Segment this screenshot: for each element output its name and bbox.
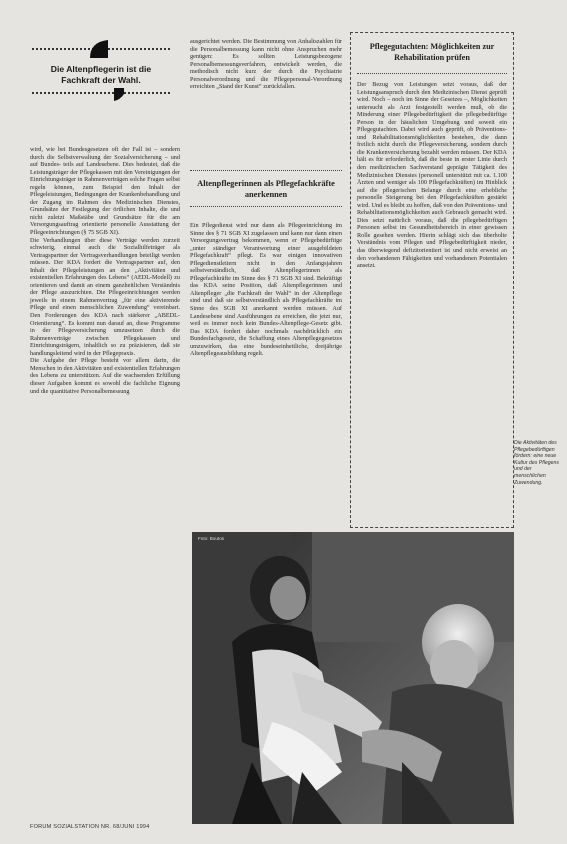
right-column bbox=[357, 81, 507, 270]
middle-headline-top-rule bbox=[190, 170, 342, 171]
middle-column-bottom bbox=[190, 222, 342, 358]
pull-quote-text: Die Altenpflegerin ist die Fachkraft der Wahl. bbox=[50, 64, 152, 85]
middle-column-headline: Altenpflegerinnen als Pflegefachkräfte anerkennen bbox=[197, 179, 335, 199]
pull-quote-bottom-emblem bbox=[112, 88, 126, 102]
page-footer: FORUM SOZIALSTATION NR. 68/JUNI 1994 bbox=[30, 824, 150, 830]
photo-credit: Foto: Boutos bbox=[198, 536, 225, 541]
right-column-headline: Pflegegutachten: Möglichkeiten zur Rehabilitation prüfen bbox=[369, 42, 495, 62]
left-column-body: wird, wie bei Bundesgesetzen oft der Fall ist – sondern durch die Selbstverwaltung der Sozialversicherung – und auf Bundes- teils auf Landesebene. Dies bedeutet, daß die Leistungsträger der Pflegekassen mit den Vereinigungen der Einrichtungsträger in Rahmenverträgen solche Fragen selbst regeln können, zum Beispiel den Inhalt der Pflegeleistungen, Bedingungen der Krankenbehandlung und der Zugang im Rahmen des Medizinischen Dienstes, Grundsätze der Festlegung der örtlichen Inhalte, die und nicht zuletzt Maßstäbe und Grundsätze für die am Versorgungsauftrag orientierte personelle Ausstattung der Pflegeeinrichtungen (§ 75 SGB XI). Die Verhandlungen über diese Verträge werden zurzeit schwierig, einmal auch die Sozialhilfeträger als Vertragspartner der Vertragsverhandlungen beteiligt werden müssen. Der KDA fordert die Vertragspartner auf, den Inhalt der Pflegeleistungen an den „Aktivitäten und existentiellen Erfahrungen des Lebens“ (AEDL-Modell) zu orientieren und damit an einem ganzheitlichen Verständnis der Pflege auszurichten. Die Pflegeeinrichtungen werden jeweils in einem Rahmenvertrag „für eine aktivierende Pflege und einen menschlichen Zuwendung“ vereinbart. Den Forderungen des KDA nach stärkerer „ABEDL-Orientierung“. Es kommt nun darauf an, diese Programme in der Pflegeversicherung umzusetzen durch die Rahmenverträge zwischen Pflegekassen und Einrichtungsträgern, inhaltlich so zu präzisieren, daß sie handlungsleitend wird in der Pflegepraxis. Die Aufgabe der Pflege besteht vor allem darin, die Menschen in den Aktivitäten und existentiellen Erfahrungen des Lebens zu unterstützen. Auf die wachsenden Erfüllung dieser Aufgaben kommt es sowohl die fachliche Eignung und die quantitative Personalbemessung bbox=[30, 146, 180, 395]
left-column bbox=[30, 146, 180, 395]
pull-quote-emblem bbox=[86, 38, 112, 60]
right-column-body: Der Bezug von Leistungen setzt voraus, daß der Leistungsanspruch durch den Medizinischen Dienst geprüft wird. Noch – noch im Sinne der Gesetzes –, Möglichkeiten untersucht als Arzt festgestellt werden muß, ob die Minderung einer Pflegebedürftigkeit die pflegebedürftige Person in der häuslichen Umgebung und soweit ein Pflegegutachten. Dabei wird auch geprüft, ob Präventions- und Rehabilitationsmöglichkeiten bestehen, die dann freilich nicht durch die Pflegeversicherung, sondern durch die Krankenversicherung bezahlt werden müssen. Der KDA hält es für erforderlich, daß die beste in erster Linie durch den medizinischen Sachverstand geprägte Tätigkeit des Medizinischen Dienstes (personell unterstützt mit ca. 1.100 Ärzten und weniger als 100 Pflegefachkräften) im Hinblick auf die pflegerischen Belange durch eine erhebliche personelle Steigerung bei den Pflegefachkräften gestärkt wird. Und es bleibt zu hoffen, daß von den Präventions- und Rehabilitationsmöglichkeiten auch Gebrauch gemacht wird. Dies setzt natürlich voraus, daß die pflegebedürftigen Personen selbst im Gesundheitsbereich in einer gewissen Rolle gesehen werden. Hierin schlägt sich das überholte Verständnis vom Pflegen und Pflegebedürftigkeit nieder, das überwiegend defizitorientiert ist und nicht erweist an den vorhandenen Fähigkeiten und vorhandenen Potentialen ansetzt. bbox=[357, 81, 507, 270]
right-headline-rule bbox=[357, 73, 507, 74]
pull-quote-box bbox=[28, 38, 174, 104]
pull-quote-bottom-rule bbox=[32, 92, 170, 94]
photo-caption: Die Aktivitäten des Pflegebedürftigen fördern: eine neue Kultur des Pflegens und der menschlichen Zuwendung. bbox=[514, 440, 559, 486]
middle-column-top bbox=[190, 38, 342, 91]
care-photo bbox=[192, 532, 514, 824]
right-info-box bbox=[350, 32, 514, 528]
middle-headline-bottom-rule bbox=[190, 206, 342, 207]
middle-column-body-top: ausgerichtet werden. Die Bestimmung von Anhaltszahlen für die Personalbemessung kann nicht ohne Anspruchen mehr genügen: Es sollten Leistungsbezogene Personalbemessungsverfahren, entwickelt werden, die methodisch nicht kurz der durch die Psychiatrie Personalverordnung und die Pflegepersonal-Verordnung erreichten „Stand der Kunst“ zurückfallen. bbox=[190, 38, 342, 91]
middle-column-body-bottom: Ein Pflegedienst wird nur dann als Pflegeeinrichtung im Sinne des § 71 SGB XI zugelassen und kann nur dann einen Versorgungsvertrag bekommen, wenn er Pflegebedürftige „unter ständiger Verantwortung einer ausgebildeten Pflegefachkraft“ pflegt. Es war einigen innovativen Pflegedienstleitern nicht in den Anfangsjahren selbstverständlich, daß Altenpflegerinnen als Pflegefachkräfte im Sinne des § 71 SGB XI sind. Bekräftigt das KDA seine Position, daß Altenpflegerinnen und Altenpfleger „die Fachkraft der Wahl“ in der Altenpflege sind und daß sie selbstverständlich als Pflegefachkräfte im Sinne des SGB XI anerkannt werden müssen. Auf Landesebene sind Ausführungen zu erreichen, die jetzt nur, weil es immer noch kein Bundes-Altenpflege-Gesetz gibt. Das KDA fordert daher nochmals nachdrücklich ein Bundesfachgesetz, die Schaffung eines Altenpflegegesetzes umzuwirken, das eine bundeseinheitliche, dreijährige Altenpflegeausbildung regelt. bbox=[190, 222, 342, 358]
